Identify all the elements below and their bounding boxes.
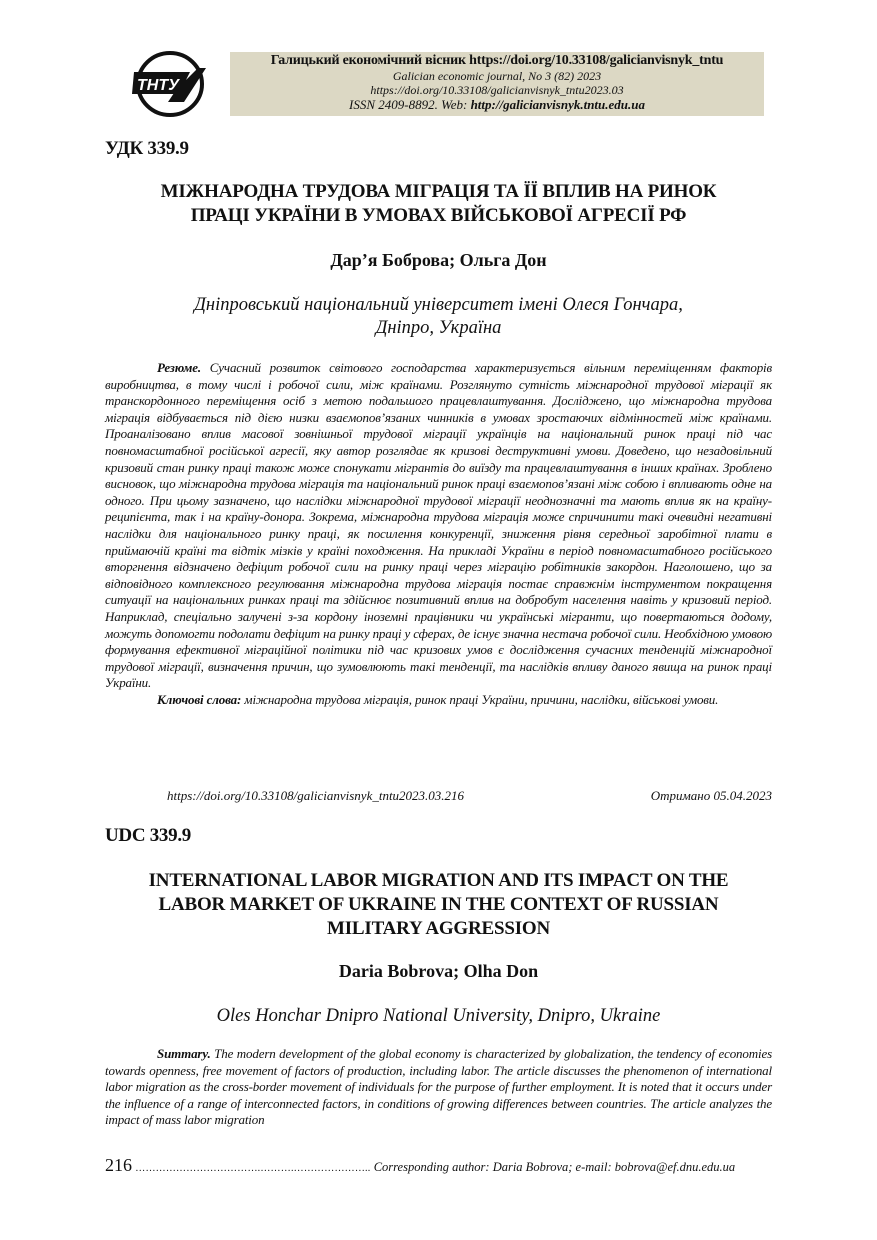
logo-text: ТНТУ [137,77,179,94]
authors-english: Daria Bobrova; Olha Don [338,961,539,981]
affiliation-ukrainian [105,294,772,340]
journal-info-box [230,52,764,116]
affiliation-english: Oles Honchar Dnipro National University, Dnipro, Ukraine [216,1006,661,1026]
corresponding-author: Corresponding author: Daria Bobrova; e-mail: bobrova@ef.dnu.edu.ua [373,1160,736,1174]
journal-logo [128,50,206,118]
udc-ukrainian: УДК 339.9 [105,138,189,159]
title-english-line2: LABOR MARKET OF UKRAINE IN THE CONTEXT OF RUSSIAN [158,894,719,915]
journal-title-line: Галицький економічний вісник https://doi.org/10.33108/galicianvisnyk_tntu [270,53,724,68]
title-ukrainian-line2: ПРАЦІ УКРАЇНИ В УМОВАХ ВІЙСЬКОВОЇ АГРЕСІЇ РФ [190,205,687,226]
affiliation-ukrainian-line2: Дніпро, Україна [375,318,502,338]
summary-label: Summary. [157,1046,211,1061]
keywords-text: міжнародна трудова міграція, ринок праці України, причини, наслідки, військові умови. [241,691,719,707]
keywords-label: Ключові слова: [157,691,242,707]
keywords-paragraph [105,692,772,709]
journal-issn-line [230,97,764,113]
title-english-line3: MILITARY AGGRESSION [326,918,551,939]
journal-doi-line: https://doi.org/10.33108/galicianvisnyk_tntu2023.03 [370,83,624,97]
tntu-logo-icon [128,50,206,118]
title-ukrainian-line1: МІЖНАРОДНА ТРУДОВА МІГРАЦІЯ ТА ЇЇ ВПЛИВ НА РИНОК [160,181,717,202]
title-english [105,869,772,941]
title-ukrainian [105,180,772,228]
page-footer [105,1155,772,1176]
footer-dot-leader: ……………………………….……….………………….. [135,1163,371,1174]
journal-website-link[interactable]: http://galicianvisnyk.tntu.edu.ua [470,97,646,112]
udc-english: UDC 339.9 [105,825,191,846]
title-english-line1: INTERNATIONAL LABOR MIGRATION AND ITS IMPACT ON THE [148,870,729,891]
summary-text: The modern development of the global economy is characterized by globalization, the tendency of economies towards openness, free movement of factors of production, including labor. The article discusses the phenomenon of international labor migration as the cross-border movement of individuals for the purpose of further employment. It is noted that it occurs under the influence of a range of interconnected factors, in conditions of growing differences between countries. The article analyzes the impact of mass labor migration [105,1046,772,1128]
abstract-ukrainian [105,360,772,708]
issn-text: ISSN 2409-8892. Web: [348,97,471,112]
page-number: 216 [105,1155,132,1175]
abstract-label: Резюме. [157,360,202,375]
summary-paragraph [105,1046,772,1129]
affiliation-ukrainian-line1: Дніпровський національний університет імені Олеся Гончара, [194,295,683,315]
abstract-text: Сучасний розвиток світового господарства характеризується вільним переміщенням факторів виробництва, в тому числі і робочої сили, між країнами. Розглянуто сутність міжнародної трудової міграції як транскордонного переміщення осіб з метою подальшого працевлаштування. Досліджено, що міжнародна трудова міграція відбувається під дією низки взаємопов’язаних чинників в умовах зростаючих відмінностей між країнами. Проаналізовано вплив масової зовнішньої трудової міграції українців на національний ринок праці під час повномасштабної російської агресії, яку автор розглядає як кризові деструктивні умови. Доведено, що незадовільний кризовий стан ринку праці також може спонукати мігрантів до виїзду та працевлаштування в інших країнах. Зроблено висновок, що міжнародна трудова міграція та національний ринок праці взаємопов’язані між собою і впливають одне на одного. При цьому зазначено, що наслідки міжнародної трудової міграції неоднозначні та мають вплив як на країну-реципієнта, так і на країну-донора. Зокрема, міжнародна трудова міграція може спричинити такі очевидні негативні наслідки для національного ринку праці, як посилення конкуренції, зниження рівня середньої заробітної плати в приймаючій країні та відтік мізків у країні походження. На прикладі України в період повномасштабного російського вторгнення відзначено дефіцит робочої сили на ринку праці через міграцію робітників закордон. Наголошено, що за відповідного комплексного регулювання міжнародна трудова міграція постає справжнім інструментом покращення ситуації на національних ринках праці та здійснює позитивний вплив на добробут населення навіть у кризовий період. Наприклад, спеціально залучені з-за кордону іноземні працівники чи українські мігранти, що повертаються додому, можуть допомогти подолати дефіцит на ринку праці у сферах, де існує значна нестача робочої сили. Необхідною умовою формування ефективної міграційної політики під час кризових умов є дослідження сучасних тенденцій міжнародної трудової міграції, визначення причин, що зумовлюють такі тенденції, та наслідків впливу даного явища на ринок праці України. [105,360,772,691]
abstract-paragraph [105,360,772,692]
summary-english [105,1046,772,1129]
received-date: Отримано 05.04.2023 [650,788,772,803]
article-doi-link[interactable]: https://doi.org/10.33108/galicianvisnyk_tntu2023.03.216 [167,788,465,803]
authors-ukrainian: Дар’я Боброва; Ольга Дон [330,250,547,270]
journal-issue-line: Galician economic journal, No 3 (82) 2023 [392,69,602,83]
